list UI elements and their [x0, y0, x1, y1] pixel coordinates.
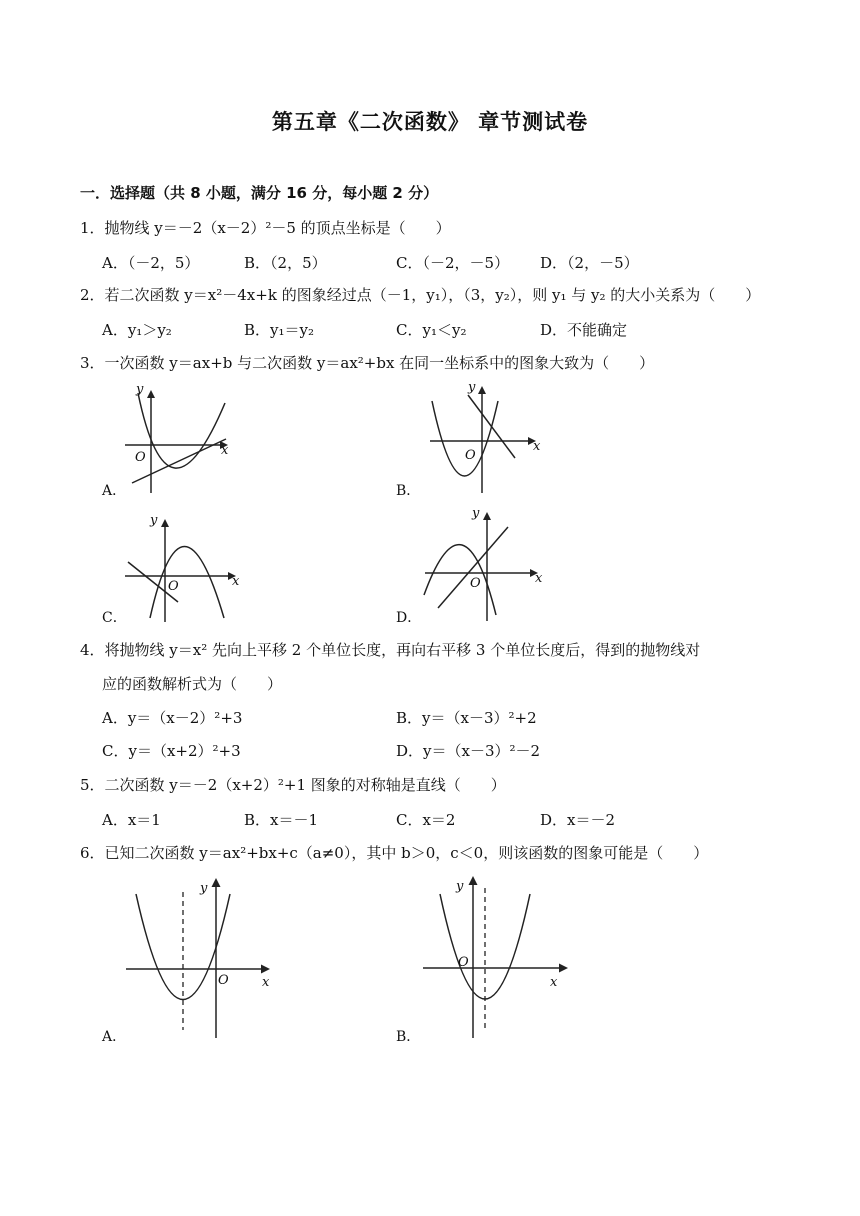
axis-label-y: y [150, 513, 158, 528]
q3-option-a: A． [102, 483, 127, 499]
q3-graph-b [420, 380, 550, 495]
q2-option-a: A．y₁＞y₂ [102, 321, 172, 339]
question-6-stem: 6．已知二次函数 y＝ax²+bx+c（a≠0），其中 b＞0，c＜0，则该函数的图象可能是（ ） [80, 844, 709, 862]
axis-label-x: x [550, 975, 558, 990]
axis-label-x: x [535, 571, 543, 586]
q3-graph-c [120, 510, 250, 625]
q1-option-b: B．（2，5） [244, 254, 327, 272]
question-2-stem: 2．若二次函数 y＝x²－4x+k 的图象经过点（－1，y₁），（3，y₂），则 y₁ 与 y₂ 的大小关系为（ ） [80, 286, 761, 304]
origin-label: O [470, 576, 481, 591]
q6-option-a: A． [102, 1029, 127, 1045]
axis-label-y: y [456, 879, 464, 894]
q6-graph-b [418, 868, 578, 1040]
q3-option-b: B． [396, 483, 421, 499]
axis-label-x: x [262, 975, 270, 990]
q5-option-d: D．x＝－2 [540, 811, 616, 829]
section-heading: 一．选择题（共 8 小题，满分 16 分，每小题 2 分） [80, 184, 439, 202]
origin-label: O [218, 973, 229, 988]
q5-option-c: C．x＝2 [396, 811, 456, 829]
q6-graph-a [120, 872, 280, 1040]
q3-graph-d [420, 503, 550, 625]
q3-option-d: D． [396, 610, 422, 626]
q6-option-b: B． [396, 1029, 421, 1045]
q4-option-d: D．y＝（x－3）²－2 [396, 742, 541, 760]
q4-option-b: B．y＝（x－3）²+2 [396, 709, 537, 727]
question-4-stem-line1: 4．将抛物线 y＝x² 先向上平移 2 个单位长度，再向右平移 3 个单位长度后，得到的抛物线对 [80, 641, 701, 659]
origin-label: O [465, 448, 476, 463]
origin-label: O [135, 450, 146, 465]
axis-label-y: y [200, 881, 208, 896]
axis-label-y: y [136, 382, 144, 397]
q3-option-c: C． [102, 610, 127, 626]
q4-option-a: A．y＝（x－2）²+3 [102, 709, 243, 727]
q5-option-a: A．x＝1 [102, 811, 161, 829]
q1-option-c: C．（－2，－5） [396, 254, 510, 272]
axis-label-x: x [221, 443, 229, 458]
q2-option-b: B．y₁＝y₂ [244, 321, 314, 339]
origin-label: O [168, 579, 179, 594]
axis-label-x: x [533, 439, 541, 454]
q5-option-b: B．x＝－1 [244, 811, 319, 829]
origin-label: O [458, 955, 469, 970]
q2-option-c: C．y₁＜y₂ [396, 321, 467, 339]
axis-label-y: y [472, 506, 480, 521]
page-title: 第五章《二次函数》 章节测试卷 [271, 110, 589, 134]
q2-option-d: D．不能确定 [540, 321, 628, 339]
q4-option-c: C．y＝（x+2）²+3 [102, 742, 241, 760]
question-5-stem: 5．二次函数 y＝－2（x+2）²+1 图象的对称轴是直线（ ） [80, 776, 506, 794]
axis-label-x: x [232, 574, 240, 589]
q1-option-a: A．（－2，5） [102, 254, 200, 272]
question-4-stem-line2: 应的函数解析式为（ ） [102, 675, 283, 693]
q1-option-d: D．（2，－5） [540, 254, 639, 272]
question-1-stem: 1．抛物线 y＝－2（x－2）²－5 的顶点坐标是（ ） [80, 219, 451, 237]
question-3-stem: 3．一次函数 y＝ax+b 与二次函数 y＝ax²+bx 在同一坐标系中的图象大致为（ ） [80, 354, 655, 372]
axis-label-y: y [468, 380, 476, 395]
q3-graph-a [120, 383, 250, 495]
